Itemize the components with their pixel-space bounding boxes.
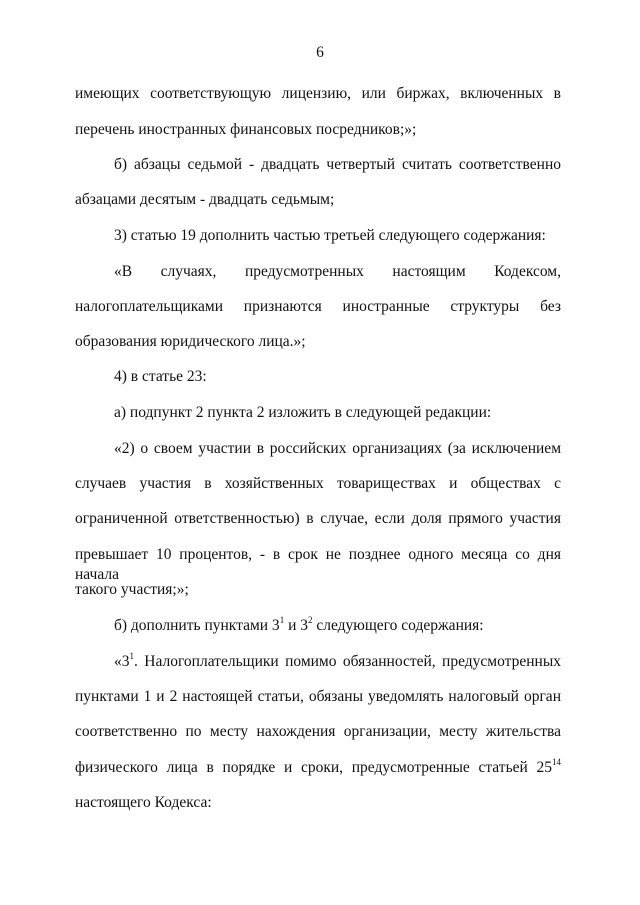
text-line: соответственно по месту нахождения организации, месту жительства bbox=[75, 723, 561, 740]
text-fragment: физического лица в порядке и сроки, предусмотренные статьей 25 bbox=[75, 759, 552, 776]
text-line: а) подпункт 2 пункта 2 изложить в следующей редакции: bbox=[114, 404, 492, 421]
text-line: такого участия;»; bbox=[75, 581, 189, 598]
text-line: настоящего Кодекса: bbox=[75, 794, 212, 811]
page-number: 6 bbox=[316, 44, 324, 61]
text-line bbox=[114, 652, 561, 672]
superscript: 1 bbox=[279, 615, 285, 625]
text-fragment: «3 bbox=[114, 653, 130, 670]
text-line bbox=[114, 616, 561, 636]
text-line: перечень иностранных финансовых посредников;»; bbox=[75, 121, 417, 138]
text-line: абзацами десятым - двадцать седьмым; bbox=[75, 191, 335, 208]
superscript: 1 bbox=[129, 651, 134, 661]
text-line: 3) статью 19 дополнить частью третьей следующего содержания: bbox=[114, 227, 546, 244]
text-line bbox=[75, 758, 561, 778]
text-line: б) абзацы седьмой - двадцать четвертый считать соответственно bbox=[114, 156, 561, 173]
text-fragment: следующего содержания: bbox=[312, 617, 484, 634]
text-line: случаев участия в хозяйственных товариществах и обществах с bbox=[75, 475, 561, 492]
text-line: «2) о своем участии в российских организациях (за исключением bbox=[114, 440, 561, 457]
superscript: 14 bbox=[552, 757, 561, 767]
superscript: 2 bbox=[307, 615, 313, 625]
text-fragment: б) дополнить пунктами 3 bbox=[114, 617, 280, 634]
text-line: образования юридического лица.»; bbox=[75, 333, 306, 350]
text-fragment: и 3 bbox=[284, 617, 308, 634]
text-line: имеющих соответствующую лицензию, или биржах, включенных в bbox=[75, 85, 561, 102]
text-line: налогоплательщиками признаются иностранные структуры без bbox=[75, 298, 561, 315]
text-line: пунктами 1 и 2 настоящей статьи, обязаны уведомлять налоговый орган bbox=[75, 688, 561, 705]
text-line: 4) в статье 23: bbox=[114, 368, 207, 385]
text-line: ограниченной ответственностью) в случае, если доля прямого участия bbox=[75, 510, 561, 527]
text-line: превышает 10 процентов, - в срок не позднее одного месяца со дня начала bbox=[75, 546, 561, 583]
text-fragment: . Налогоплательщики помимо обязанностей, предусмотренных bbox=[134, 653, 561, 670]
text-line: «В случаях, предусмотренных настоящим Кодексом, bbox=[114, 263, 561, 280]
